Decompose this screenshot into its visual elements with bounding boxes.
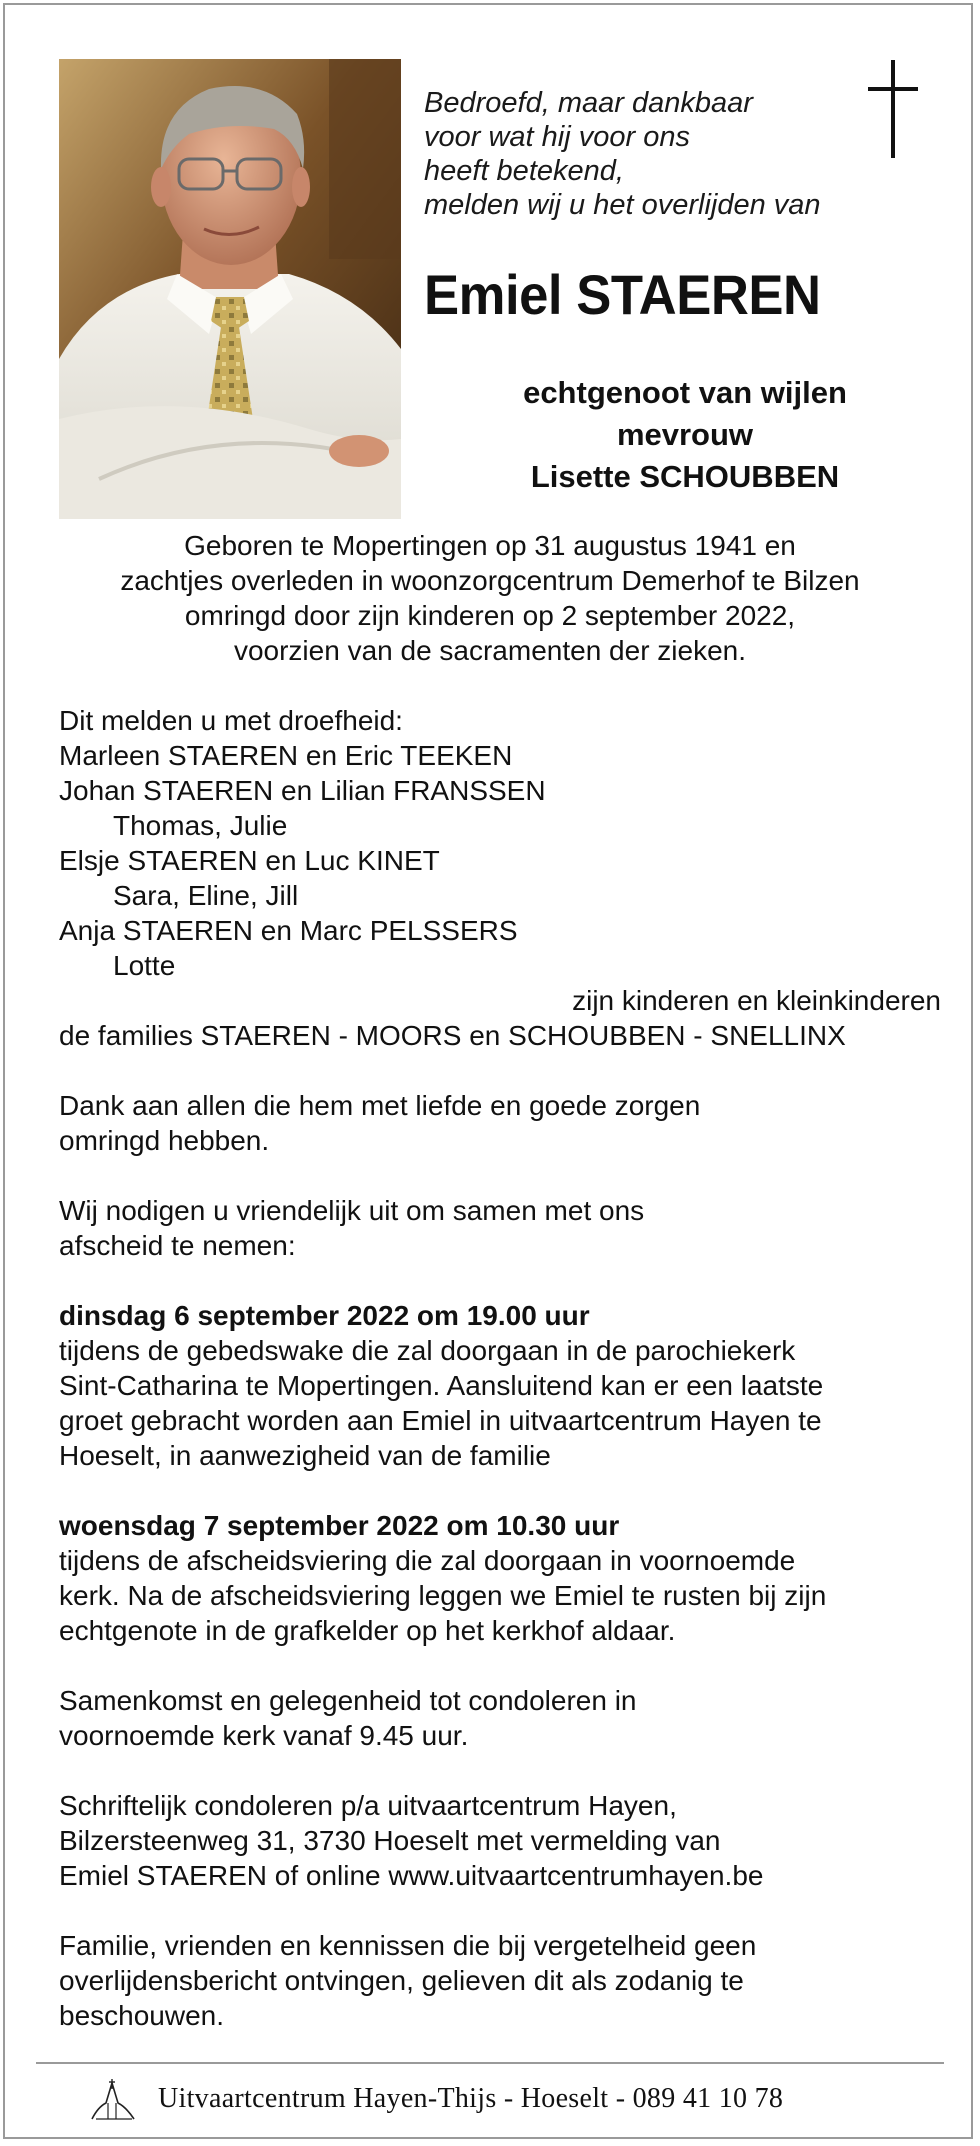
intro-line: voor wat hij voor ons [424, 121, 690, 153]
family-line: Marleen STAEREN en Eric TEEKEN [59, 740, 513, 771]
notice-body [59, 703, 939, 2033]
condolences-line: Schriftelijk condoleren p/a uitvaartcentrum Hayen, [59, 1790, 677, 1821]
spouse-line: echtgenoot van wijlen [523, 375, 847, 410]
details-line: omringd door zijn kinderen op 2 september 2022, [184, 600, 796, 631]
vigil-date: dinsdag 6 september 2022 om 19.00 uur [59, 1300, 590, 1331]
vigil-line: tijdens de gebedswake die zal doorgaan in de parochiekerk [59, 1335, 796, 1366]
deceased-name: Emiel STAEREN [424, 263, 821, 326]
funeral-line: kerk. Na de afscheidsviering leggen we Emiel te rusten bij zijn [59, 1580, 827, 1611]
spouse-block [440, 372, 930, 498]
portrait-photo [59, 59, 401, 519]
intro-text [424, 86, 874, 222]
families-line: de families STAEREN - MOORS en SCHOUBBEN - SNELLINX [59, 1020, 846, 1051]
details-line: zachtjes overleden in woonzorgcentrum Demerhof te Bilzen [120, 565, 860, 596]
chapel-logo-icon [88, 2077, 140, 2121]
grandchildren-line: Thomas, Julie [113, 810, 288, 841]
intro-line: melden wij u het overlijden van [424, 189, 821, 221]
details-line: Geboren te Mopertingen op 31 augustus 1941 en [184, 530, 796, 561]
spouse-line: mevrouw [616, 417, 754, 452]
family-line: Anja STAEREN en Marc PELSSERS [59, 915, 518, 946]
family-role: zijn kinderen en kleinkinderen [572, 985, 941, 1016]
condolences-line: Bilzersteenweg 31, 3730 Hoeselt met vermelding van [59, 1825, 721, 1856]
footer-divider [36, 2062, 944, 2064]
funeral-line: tijdens de afscheidsviering die zal doorgaan in voornoemde [59, 1545, 796, 1576]
intro-line: Bedroefd, maar dankbaar [424, 87, 753, 119]
footer [88, 2077, 888, 2121]
birth-death-details [40, 528, 940, 668]
closing-line: overlijdensbericht ontvingen, gelieven dit als zodanig te [59, 1965, 744, 1996]
vigil-line: Sint-Catharina te Mopertingen. Aansluitend kan er een laatste [59, 1370, 824, 1401]
thanks-line: Dank aan allen die hem met liefde en goede zorgen [59, 1090, 701, 1121]
invite-line: afscheid te nemen: [59, 1230, 296, 1261]
condolences-line: Emiel STAEREN of online www.uitvaartcentrumhayen.be [59, 1860, 764, 1891]
intro-line: heeft betekend, [424, 155, 624, 187]
footer-text: Uitvaartcentrum Hayen-Thijs - Hoeselt - 089 41 10 78 [158, 2083, 784, 2114]
vigil-line: Hoeselt, in aanwezigheid van de familie [59, 1440, 551, 1471]
family-heading: Dit melden u met droefheid: [59, 705, 403, 736]
closing-line: Familie, vrienden en kennissen die bij vergetelheid geen [59, 1930, 757, 1961]
gathering-line: voornoemde kerk vanaf 9.45 uur. [59, 1720, 469, 1751]
closing-line: beschouwen. [59, 2000, 225, 2031]
gathering-line: Samenkomst en gelegenheid tot condoleren in [59, 1685, 637, 1716]
funeral-date: woensdag 7 september 2022 om 10.30 uur [59, 1510, 620, 1541]
invite-line: Wij nodigen u vriendelijk uit om samen met ons [59, 1195, 645, 1226]
grandchildren-line: Lotte [113, 950, 176, 981]
grandchildren-line: Sara, Eline, Jill [113, 880, 299, 911]
spouse-name: Lisette SCHOUBBEN [530, 459, 840, 494]
funeral-line: echtgenote in de grafkelder op het kerkhof aldaar. [59, 1615, 676, 1646]
vigil-line: groet gebracht worden aan Emiel in uitvaartcentrum Hayen te [59, 1405, 822, 1436]
details-line: voorzien van de sacramenten der zieken. [233, 635, 747, 666]
thanks-line: omringd hebben. [59, 1125, 270, 1156]
family-line: Johan STAEREN en Lilian FRANSSEN [59, 775, 546, 806]
family-line: Elsje STAEREN en Luc KINET [59, 845, 440, 876]
